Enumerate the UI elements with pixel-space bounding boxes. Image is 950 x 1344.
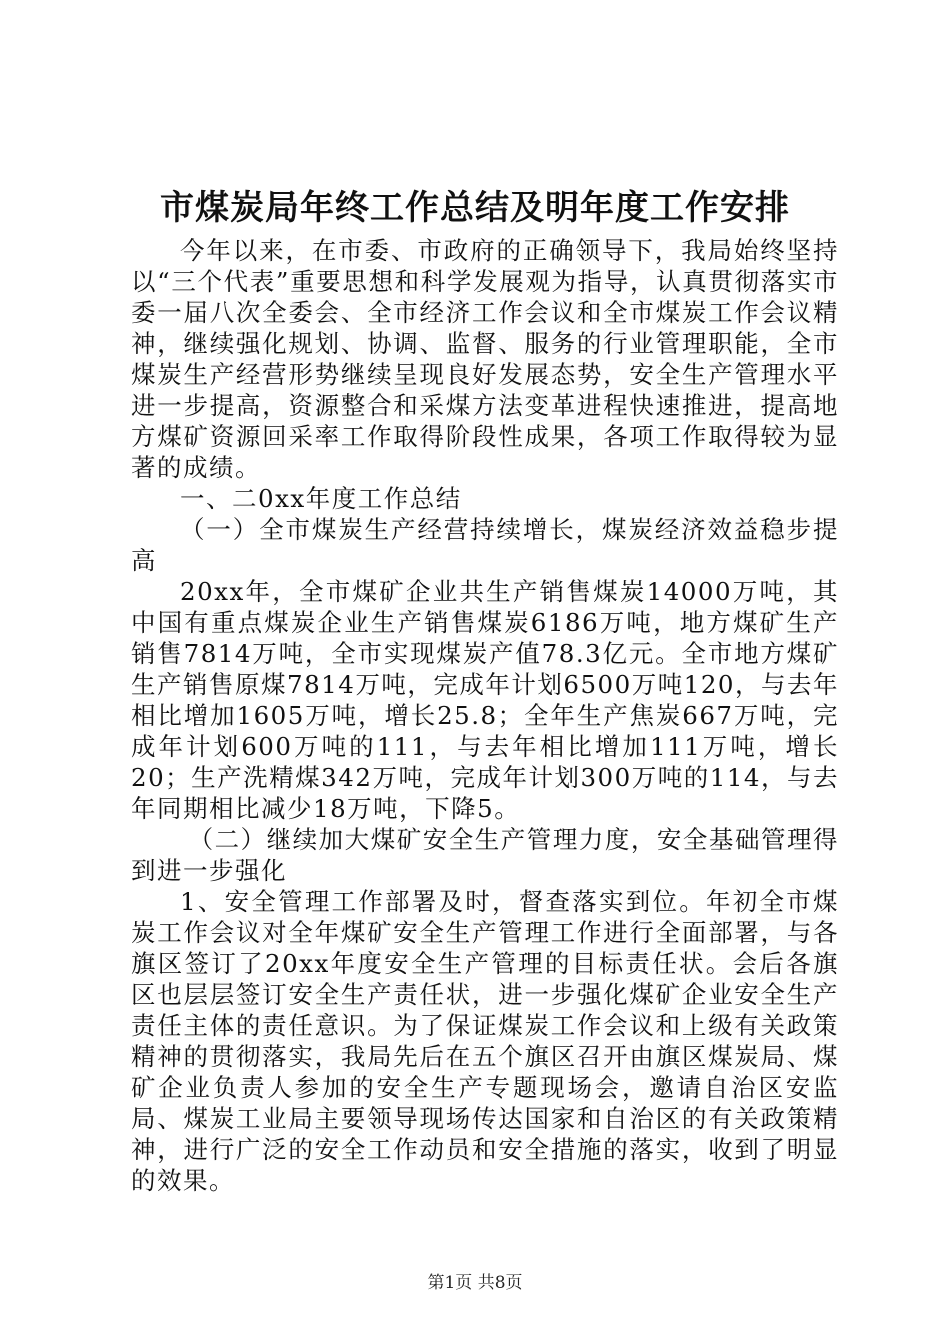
production-paragraph: 20xx年，全市煤矿企业共生产销售煤炭14000万吨，其中国有重点煤炭企业生产销售煤炭6186万吨，地方煤矿生产销售7814万吨，全市实现煤炭产值78.3亿元。全市地方煤矿生产销售原煤7814万吨，完成年计划6500万吨120，与去年相比增加1605万吨，增长25.8；全年生产焦炭667万吨，完成年计划600万吨的111，与去年相比增加111万吨，增长20；生产洗精煤342万吨，完成年计划300万吨的114，与去年同期相比减少18万吨，下降5。 bbox=[131, 577, 839, 823]
subsection-heading-1: （一）全市煤炭生产经营持续增长，煤炭经济效益稳步提高 bbox=[131, 515, 839, 575]
document-title: 市煤炭局年终工作总结及明年度工作安排 bbox=[160, 188, 790, 228]
section-heading-1: 一、二0xx年度工作总结 bbox=[180, 484, 462, 513]
page-footer: 第1页 共8页 bbox=[427, 1273, 523, 1293]
subsection-heading-2: （二）继续加大煤矿安全生产管理力度，安全基础管理得到进一步强化 bbox=[131, 825, 839, 885]
safety-paragraph: 1、安全管理工作部署及时，督查落实到位。年初全市煤炭工作会议对全年煤矿安全生产管理工作进行全面部署，与各旗区签订了20xx年度安全生产管理的目标责任状。会后各旗区也层层签订安全生产责任状，进一步强化煤矿企业安全生产责任主体的责任意识。为了保证煤炭工作会议和上级有关政策精神的贯彻落实，我局先后在五个旗区召开由旗区煤炭局、煤矿企业负责人参加的安全生产专题现场会，邀请自治区安监局、煤炭工业局主要领导现场传达国家和自治区的有关政策精神，进行广泛的安全工作动员和安全措施的落实，收到了明显的效果。 bbox=[131, 887, 839, 1195]
intro-paragraph: 今年以来，在市委、市政府的正确领导下，我局始终坚持以“三个代表”重要思想和科学发展观为指导，认真贯彻落实市委一届八次全委会、全市经济工作会议和全市煤炭工作会议精神，继续强化规划、协调、监督、服务的行业管理职能，全市煤炭生产经营形势继续呈现良好发展态势，安全生产管理水平进一步提高，资源整合和采煤方法变革进程快速推进，提高地方煤矿资源回采率工作取得阶段性成果，各项工作取得较为显著的成绩。 bbox=[131, 236, 839, 482]
document-body bbox=[131, 235, 839, 1196]
